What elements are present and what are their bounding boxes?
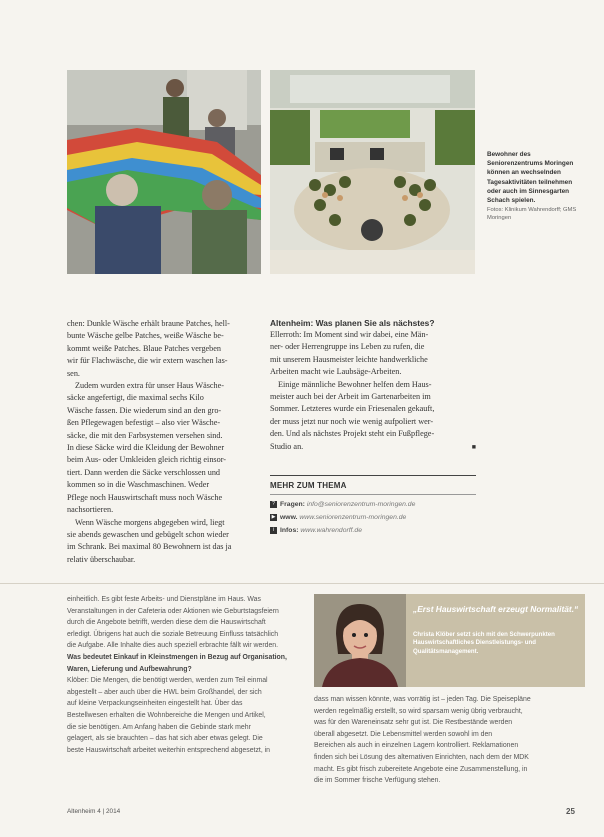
- text-line: Bestellwesen erhalten die Wohnbereiche die Mengen und Artikel,: [67, 711, 266, 719]
- web-icon: ▶: [271, 513, 276, 520]
- text-line: abgestellt – aber auch über die HWL beim Großhandel, der sich: [67, 688, 262, 696]
- text-line: Ellerroth: Im Moment sind wir dabei, eine Män-: [270, 330, 429, 339]
- info-label: www.: [280, 514, 298, 521]
- text-line: bunte Wäsche gelbe Patches, weiße Wäsche be-: [67, 331, 224, 341]
- text-line: die Aufgabe. Alle Inhalte dies auch speziell erbrachte fällt wir werden.: [67, 642, 279, 650]
- text-line: den. Und als nächstes Projekt steht ein Fußpflege-: [270, 429, 435, 439]
- text-line: ßen Pflegewagen befestigt – also vier Wäsche-: [67, 418, 221, 428]
- text-line: Arbeiten macht wie Laubsäge-Arbeiten.: [270, 367, 402, 377]
- info-row-web: [270, 511, 476, 524]
- text-line: tiert. Dann werden die Säcke verschlossen und: [67, 467, 221, 477]
- box-top-rule: [270, 475, 476, 476]
- text-line: mit unserem Hausmeister leichte handwerkliche: [270, 354, 428, 364]
- question-icon: ?: [270, 501, 277, 508]
- text-line: werden regelmäßig erstellt, so wird sparsam wenig übrig verbraucht,: [314, 707, 523, 715]
- email-link[interactable]: info@seniorenzentrum-moringen.de: [306, 501, 416, 508]
- photo-credit: Fotos: Klinikum Wahrendorff; GMS Moringen: [487, 207, 577, 221]
- portrait-photo: [314, 594, 406, 687]
- answer-text: [270, 329, 476, 453]
- text-line: nachsortieren.: [67, 505, 114, 515]
- text-line: beste Hauswirtschaft arbeitet weiterhin entsprechend abgesetzt, in: [67, 746, 271, 754]
- box-title-rule: [270, 494, 476, 495]
- info-label: Infos:: [280, 527, 299, 534]
- caption-text: Bewohner des Seniorenzentrums Moringen können an wechselnden Tagesaktivitäten teilnehmen oder auch im Sinnesgarten Schach spielen.: [487, 151, 574, 205]
- text-line: auf kleine Verpackungseinheiten eingestellt hat. Über das: [67, 700, 243, 708]
- right-column: [270, 318, 476, 453]
- text-line: die im Sommer frische Verfügung stehen.: [314, 777, 441, 785]
- text-line: Klöber: Die Mengen, die benötigt werden, werden zum Teil einmal: [67, 677, 268, 685]
- text-line: die sie benötigen. Am Anfang haben die Gebinde stark mehr: [67, 723, 251, 731]
- photo-activity-group: [67, 70, 261, 274]
- text-line: Wäsche fassen. Die wiederum sind an den gro-: [67, 405, 222, 415]
- text-line: wir für Flachwäsche, die wir extern waschen las-: [67, 356, 228, 366]
- section-divider: [0, 583, 604, 584]
- text-line: im Schrank. Bei maximal 80 Bewohnern ist das ja: [67, 542, 232, 552]
- text-line: durch die Angebote betrifft, werden diese dem die Hauswirtschaft: [67, 619, 266, 627]
- text-line: meister auch bei der Arbeit im Gartenarbeiten im: [270, 392, 431, 402]
- mehr-zum-thema-box: [270, 475, 476, 537]
- text-line: dass man wissen könnte, was vorrätig ist – jeden Tag. Die Speisepläne: [314, 696, 531, 703]
- text-line: was für den Wareneinsatz sehr gut ist. Die Restbestände werden: [314, 719, 513, 727]
- text-line: Zudem wurden extra für unser Haus Wäsche-: [75, 381, 224, 391]
- text-line: gelagert, als sie brauchten – das hat sich aber etwas gelegt. Die: [67, 735, 263, 743]
- activity-group-illustration: [67, 70, 261, 274]
- info-row-infos: [270, 524, 476, 537]
- text-line: Einige männliche Bewohner helfen dem Haus-: [278, 379, 432, 389]
- text-line: überall abgesetzt. Die Lebensmittel werden sowohl im den: [314, 730, 493, 738]
- website-link[interactable]: www.seniorenzentrum-moringen.de: [299, 514, 407, 521]
- text-line: einheitlich. Es gibt feste Arbeits- und Dienstpläne im Haus. Was: [67, 596, 261, 603]
- text-line: In diese Säcke wird die Kleidung der Bewohner: [67, 443, 225, 453]
- left-column: [67, 318, 260, 566]
- photo-sensory-garden: [270, 70, 475, 274]
- text-line: Pflege noch Hauswirtschaft muss noch Wäsche: [67, 492, 223, 502]
- text-line: finden sich bei Lösung des alternativen Einrichten, nach dem der MDK: [314, 753, 529, 761]
- text-line: erledigt. Übrigens hat auch die soziale Betreuung Einfluss tatsächlich: [67, 630, 279, 638]
- quote-title: „Erst Hauswirtschaft erzeugt Normalität.“: [413, 604, 579, 614]
- box-title: MEHR ZUM THEMA: [270, 481, 347, 490]
- footer-publication: Altenheim 4 | 2014: [67, 808, 121, 815]
- lower-right-column: [314, 694, 586, 787]
- sensory-garden-illustration: [270, 70, 475, 274]
- text-line: beim Aus- oder Umkleiden gleich richtig einsor-: [67, 455, 226, 465]
- text-line: säcke, die mit den Farbsystemen versehen sind.: [67, 430, 223, 440]
- text-line: Bereichen als auch in einzelnen Lagern kontrolliert. Reklamationen: [314, 742, 519, 750]
- text-line: sen.: [67, 368, 80, 378]
- portrait-illustration: [314, 594, 406, 687]
- lower-left-column: [67, 594, 303, 756]
- text-line: macht. Es gibt frisch zubereitete Angebote eine Zusammenstellung, in: [314, 765, 528, 773]
- interview-question: Altenheim: Was planen Sie als nächstes?: [270, 318, 435, 328]
- info-row-questions: [270, 498, 476, 511]
- text-line: kommen so in die Waschmaschinen. Weder: [67, 480, 210, 490]
- text-line: chen: Dunkle Wäsche erhält braune Patches, hell-: [67, 319, 230, 328]
- text-line: kommt weiße Patches. Blaue Patches vergeben: [67, 343, 222, 353]
- text-line: sie abends gewaschen und gebügelt schon wieder: [67, 529, 229, 539]
- quote-subtitle: Christa Klöber setzt sich mit den Schwerpunkten Hauswirtschaftliches Dienstleistungs- und Qualitätsmanagement.: [413, 631, 555, 655]
- page-number: 25: [566, 807, 575, 816]
- text-line: Wenn Wäsche morgens abgegeben wird, liegt: [75, 517, 225, 527]
- info-icon: i: [270, 527, 277, 534]
- text-line: ner- oder Herrengruppe ins Leben zu rufen, die: [270, 342, 425, 352]
- photo-caption: [487, 150, 582, 222]
- text-line: säcke angefertigt, die maximal sechs Kilo: [67, 393, 204, 403]
- text-line: der muss jetzt nur noch wie wenig aufpoliert wer-: [270, 416, 434, 426]
- interview-question: Was bedeutet Einkauf in Kleinstmengen in Bezug auf Organisation, Waren, Lieferung und Aufbewahrung?: [67, 653, 287, 673]
- text-line: Sommer. Letzteres wurde ein Friesenalen gekauft,: [270, 404, 435, 414]
- text-line: Veranstaltungen in der Cafeteria oder Aktionen wie Geburtstagsfeiern: [67, 607, 279, 615]
- end-mark: ■: [471, 442, 476, 451]
- info-link[interactable]: www.wahrendorff.de: [300, 527, 362, 534]
- text-line: relativ überschaubar.: [67, 554, 136, 564]
- text-line: Studio an.: [270, 441, 304, 451]
- info-label: Fragen:: [280, 501, 305, 508]
